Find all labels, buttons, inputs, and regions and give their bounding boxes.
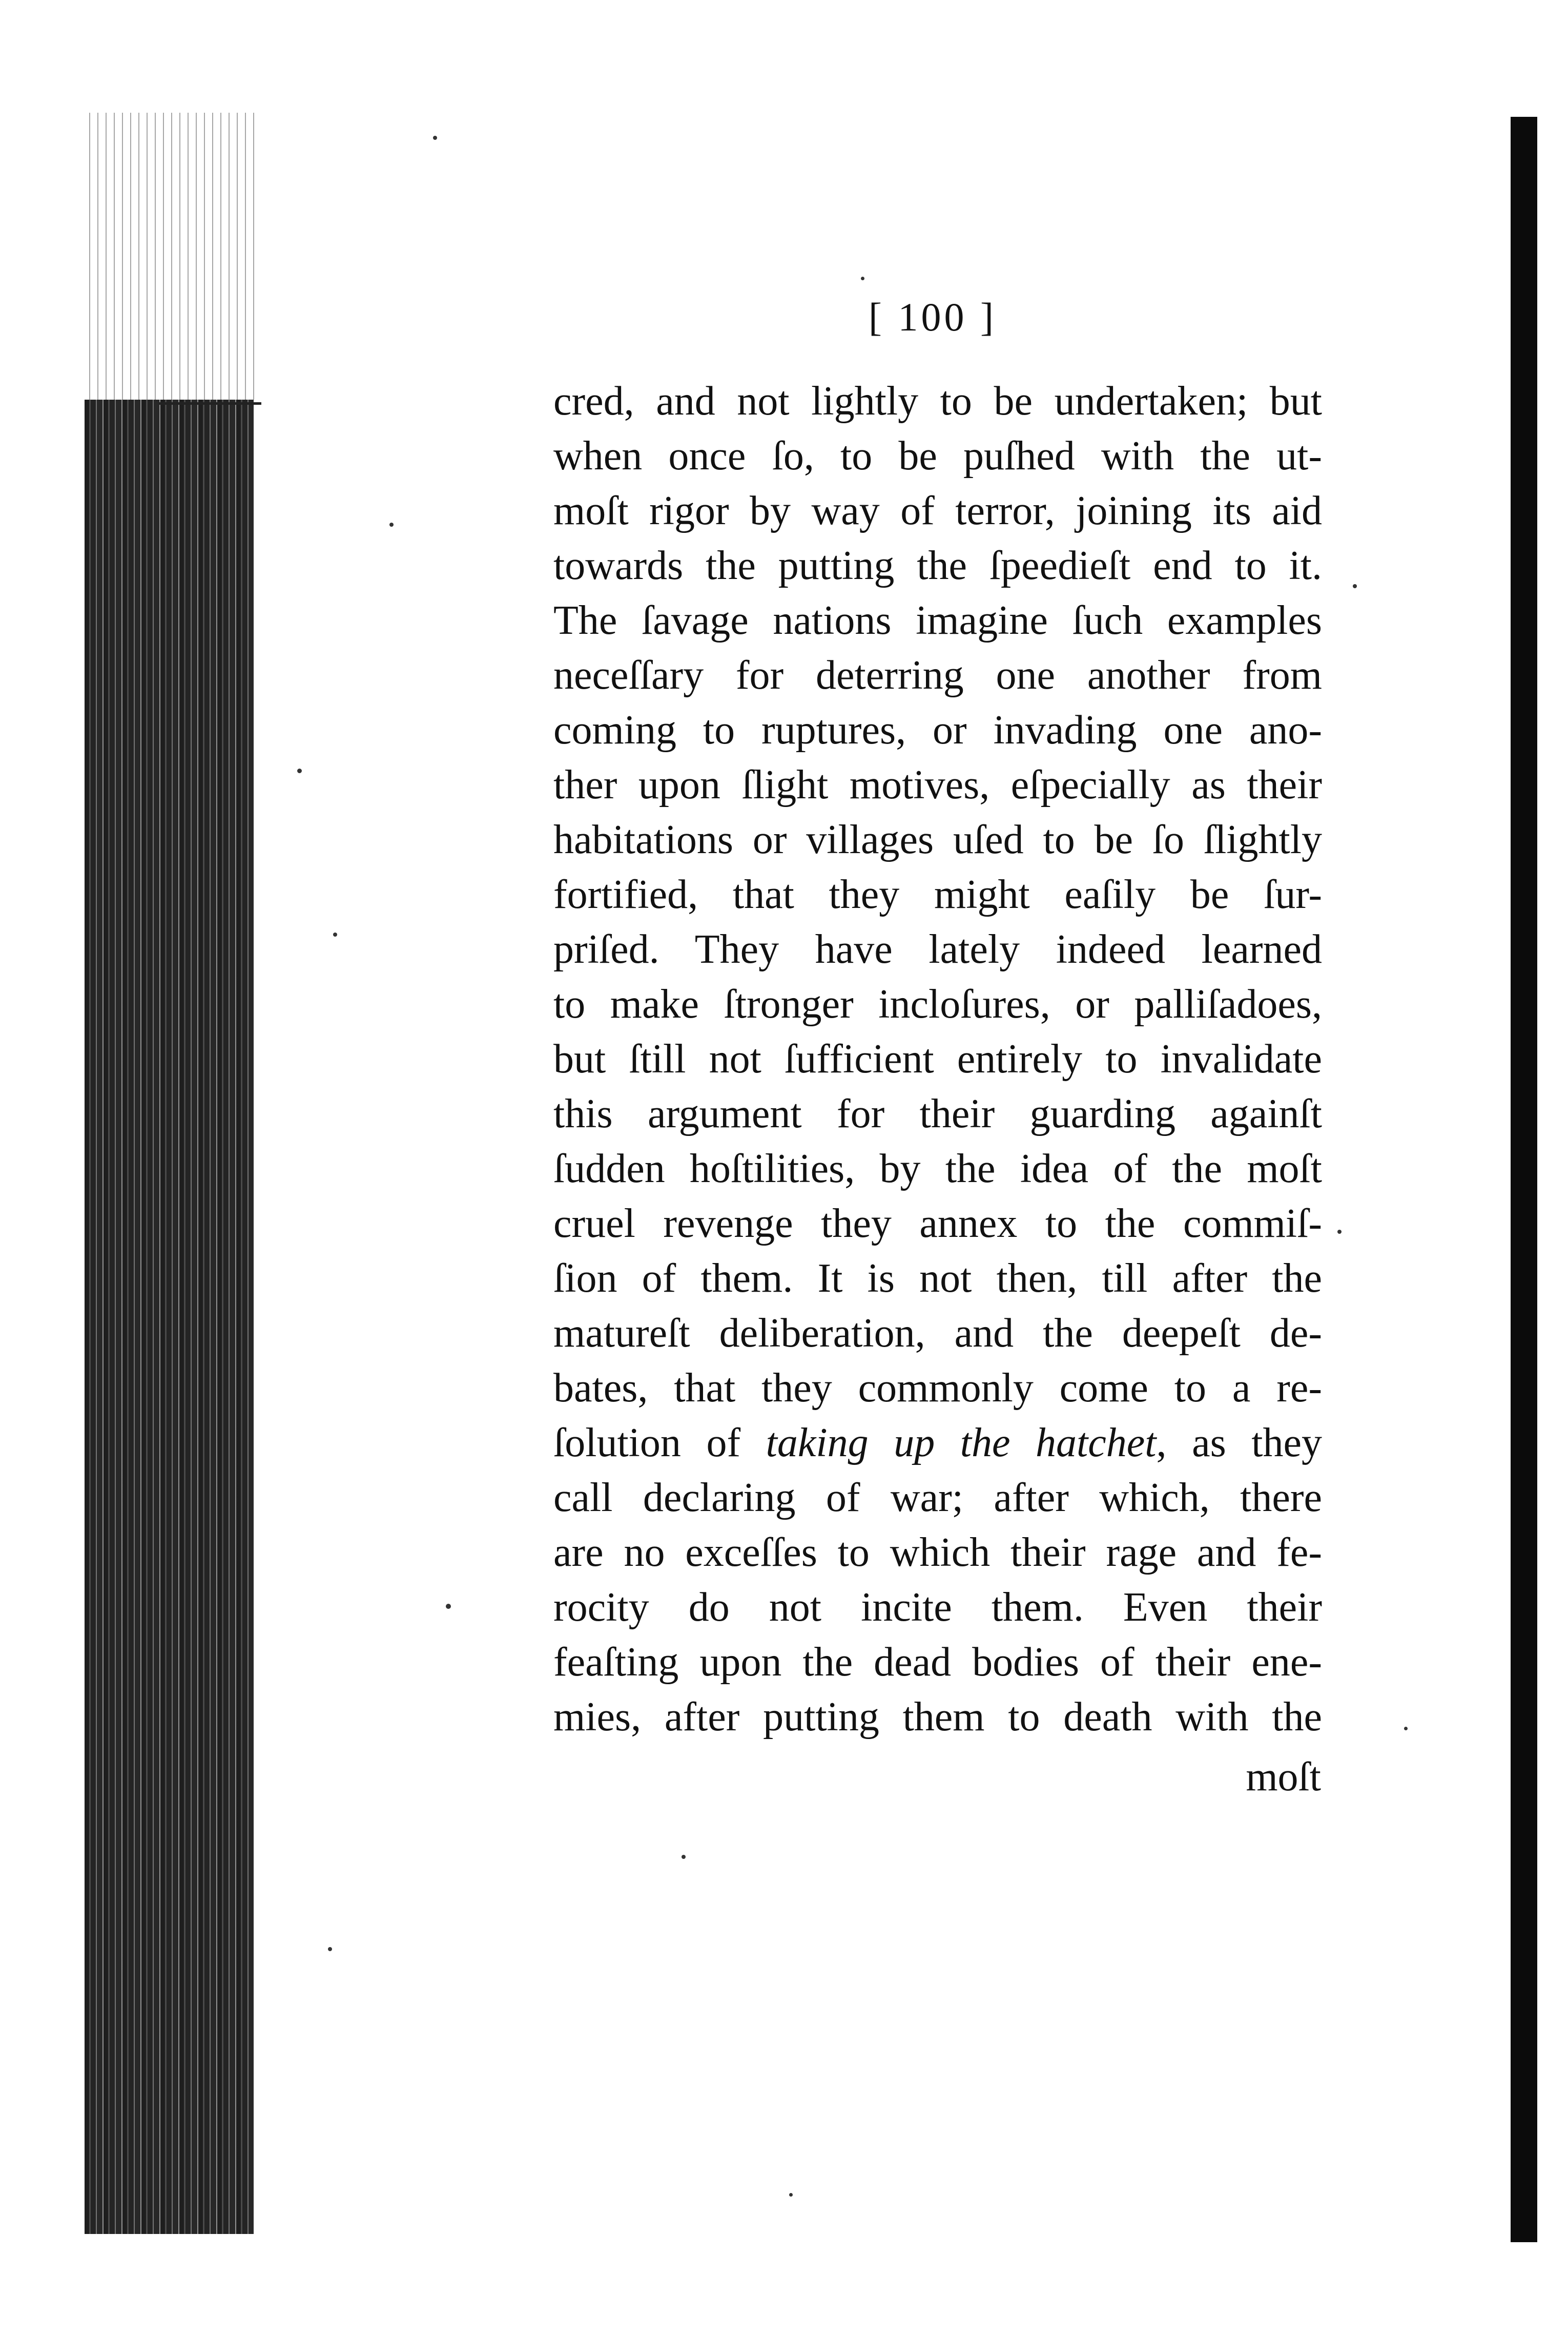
scan-speck: [861, 277, 864, 280]
text-line: mies, after putting them to death with the: [553, 1694, 1322, 1740]
scan-speck: [789, 2193, 793, 2197]
catchword: moſt: [1246, 1754, 1321, 1799]
text-line: priſed. They have lately indeed learned: [553, 927, 1322, 972]
page-number-header: [ 100 ]: [869, 295, 997, 339]
text-line: call declaring of war; after which, there: [553, 1475, 1322, 1520]
gutter-rule: [159, 402, 261, 405]
text-line: ſudden hoſtilities, by the idea of the moſt: [553, 1146, 1322, 1191]
text-line: neceſſary for deterring one another from: [553, 653, 1322, 698]
text-line: to make ſtronger incloſures, or palliſadoes,: [553, 982, 1322, 1027]
scan-speck: [1404, 1727, 1408, 1730]
text-line-with-italic: [553, 1416, 1322, 1471]
scan-speck: [389, 523, 394, 527]
scan-speck: [333, 933, 337, 937]
scan-speck: [433, 136, 437, 140]
scan-speck: [1337, 1230, 1342, 1234]
text-line: rocity do not incite them. Even their: [553, 1585, 1322, 1630]
text-line: coming to ruptures, or invading one ano-: [553, 708, 1322, 753]
italic-phrase: taking up the hatchet: [766, 1420, 1157, 1465]
binding-gutter-shadow: [82, 113, 261, 400]
text-line: habitations or villages uſed to be ſo ſlightly: [553, 817, 1322, 862]
text-fragment: ſolution of: [553, 1420, 741, 1465]
scan-speck: [682, 1855, 686, 1859]
text-line: moſt rigor by way of terror, joining its aid: [553, 488, 1322, 533]
scan-speck: [446, 1604, 451, 1609]
text-line: ſion of them. It is not then, till after the: [553, 1256, 1322, 1301]
scan-speck: [328, 1947, 332, 1951]
text-line: cruel revenge they annex to the commiſ-: [553, 1201, 1322, 1246]
text-line: matureſt deliberation, and the deepeſt de-: [553, 1311, 1322, 1356]
body-text: [553, 374, 1322, 1745]
text-line: bates, that they commonly come to a re-: [553, 1365, 1322, 1411]
text-line: but ſtill not ſufficient entirely to invalidate: [553, 1037, 1322, 1082]
text-line: fortified, that they might eaſily be ſur-: [553, 872, 1322, 917]
text-line: when once ſo, to be puſhed with the ut-: [553, 433, 1322, 479]
page-edge-bar: [1511, 117, 1537, 2242]
text-line: ther upon ſlight motives, eſpecially as their: [553, 762, 1322, 808]
text-line: cred, and not lightly to be undertaken; but: [553, 379, 1322, 424]
text-line: towards the putting the ſpeedieſt end to it.: [553, 543, 1322, 588]
text-line: this argument for their guarding againſt: [553, 1091, 1322, 1136]
text-line: The ſavage nations imagine ſuch examples: [553, 598, 1322, 643]
text-fragment: , as they: [1156, 1420, 1322, 1465]
scan-speck: [297, 769, 302, 773]
scan-speck: [1353, 584, 1357, 588]
binding-gutter: [85, 400, 254, 2234]
text-line: are no exceſſes to which their rage and fe-: [553, 1530, 1322, 1575]
text-line: feaſting upon the dead bodies of their ene-: [553, 1640, 1322, 1685]
